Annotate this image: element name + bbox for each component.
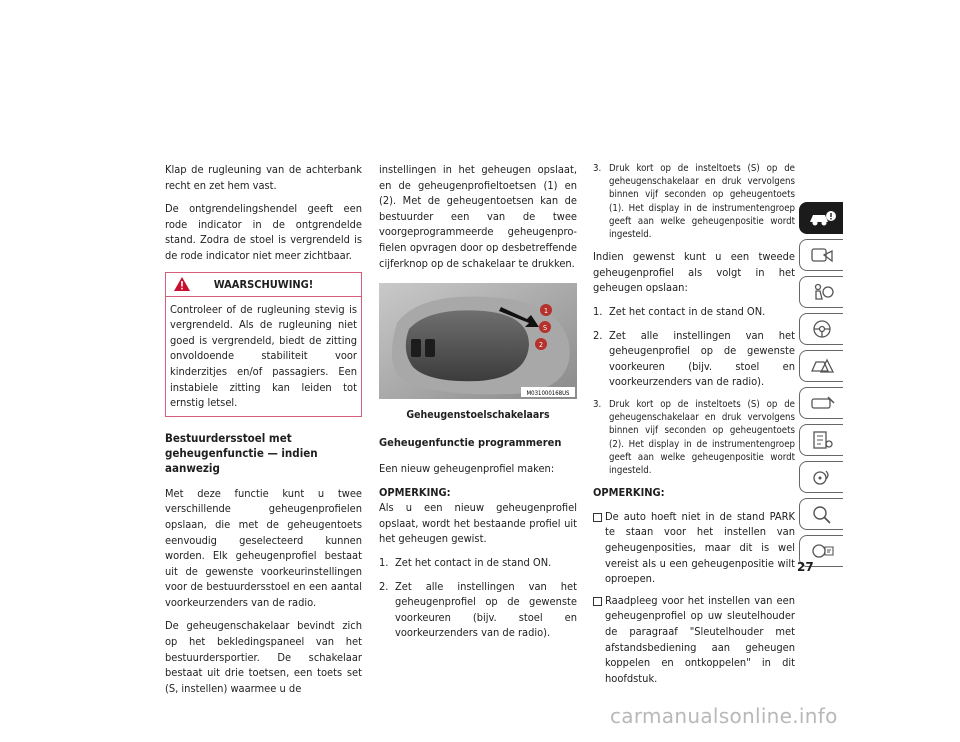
steps-list <box>593 162 795 241</box>
step-number: 1. <box>379 555 389 569</box>
tab-warning-lights[interactable] <box>799 239 843 271</box>
warning-title: WAARSCHUWING! <box>213 277 314 291</box>
warning-triangle-icon <box>173 276 191 292</box>
warning-header <box>166 273 361 297</box>
paragraph: Een nieuw geheugenprofiel maken: <box>379 461 555 475</box>
list-item <box>593 304 795 320</box>
paragraph: Klap de rugleuning van de achterbank recht en zet hem vast. <box>165 163 362 192</box>
page-number: 27 <box>797 560 814 574</box>
figure-caption: Geheugenstoelschakelaars <box>406 408 550 421</box>
airbag-safety-icon <box>808 282 836 302</box>
tab-airbag-safety[interactable] <box>799 276 843 308</box>
column-left <box>165 162 362 704</box>
tab-car-service[interactable] <box>799 387 843 419</box>
list-item <box>379 555 577 571</box>
steps-list <box>593 304 795 477</box>
tab-multimedia[interactable] <box>799 461 843 493</box>
steps-list <box>379 555 577 641</box>
multimedia-icon <box>808 467 836 487</box>
chapter-tabs <box>799 202 843 572</box>
step-text: Druk kort op de insteltoets (S) op de geheugenschakelaar en druk vervolgens binnen vijf seconden op geheugentoets (2). Het display in de instrumentengroep geeft aan welke geheugenpositie wordt ingesteld. <box>609 398 795 476</box>
note-label: OPMERKING: <box>593 486 665 500</box>
tab-search[interactable] <box>799 498 843 530</box>
checkbox-square-icon <box>593 513 602 522</box>
tab-roadside-emergency[interactable] <box>799 350 843 382</box>
step-text: Zet het contact in de stand ON. <box>395 555 552 569</box>
specifications-icon <box>808 430 836 450</box>
watermark: carmanualsonline.info <box>610 704 838 728</box>
list-item <box>593 509 795 587</box>
list-item <box>593 593 795 687</box>
list-item <box>379 579 577 641</box>
image-code: M031000168US <box>526 390 570 398</box>
button-label-s: S <box>543 324 547 333</box>
bullet-text: De auto hoeft niet in de stand PARK te staan voor het instellen van geheugenposities, maar dit is wel vereist als u een geheugenpositie wilt oproepen. <box>605 509 795 586</box>
column-right <box>593 162 795 692</box>
tab-car-info[interactable] <box>799 202 843 234</box>
section-heading: Bestuurdersstoel met geheugenfunctie — indien aanwezig <box>165 430 318 475</box>
button-label-1: 1 <box>543 307 549 316</box>
memory-switch-photo <box>379 283 577 399</box>
bullet-text: Raadpleeg voor het instellen van een geheugenprofiel op uw sleutelhouder de paragraaf "Sleutelhouder met afstandsbediening aan geheugen koppelen en ontkoppelen" in dit hoofdstuk. <box>605 593 795 685</box>
list-item <box>593 328 795 390</box>
paragraph: De geheugenschakelaar bevindt zich op het bekledingspaneel van het bestuurdersportier. De schakelaar bestaat uit drie toetsen, een toets set (S, instellen) waarmee u de <box>165 619 362 695</box>
paragraph: Met deze functie kunt u twee verschillende geheugenprofielen opslaan, die met de geheugentoets eenvoudig geselecteerd kunnen worden. Elk geheugenprofiel bestaat uit de gewenste voorkeurinstellingen voor de bestuurdersstoel en een aantal voorkeurzenders van de radio. <box>165 486 362 609</box>
step-text: Druk kort op de insteltoets (S) op de geheugenschakelaar en druk vervolgens binnen vijf seconden op geheugentoets (1). Het display in de instrumentengroep geeft aan welke geheugenpositie wordt ingesteld. <box>609 163 795 241</box>
note-text: Als u een nieuw geheugenprofiel opslaat, wordt het bestaande profiel uit het geheugen gewist. <box>379 501 577 546</box>
tab-specifications[interactable] <box>799 424 843 456</box>
list-item <box>593 162 795 241</box>
list-item <box>593 398 795 477</box>
languages-icon <box>808 541 836 561</box>
step-number: 2. <box>593 328 603 342</box>
car-service-icon <box>808 393 836 413</box>
step-number: 3. <box>593 398 602 410</box>
search-icon <box>808 504 836 524</box>
steering-wheel-icon <box>808 319 836 339</box>
step-text: Zet alle instellingen van het geheugenprofiel op de gewenste voorkeuren (bijv. stoel en voorkeurzenders van de radio). <box>609 328 795 389</box>
car-info-icon <box>807 208 837 228</box>
tab-steering[interactable] <box>799 313 843 345</box>
warning-body: Controleer of de rugleuning stevig is vergrendeld. Als de rugleuning niet goed is vergrendeld, biedt de zitting onvoldoende stabiliteit voor kinderzitjes en/of passagiers. Een instabiele zitting kan leiden tot ernstig letsel. <box>170 302 357 410</box>
notes-list <box>593 509 795 687</box>
warning-lights-icon <box>808 245 836 265</box>
roadside-emergency-icon <box>808 356 836 376</box>
step-number: 2. <box>379 579 389 593</box>
note-label: OPMERKING: <box>379 485 451 499</box>
step-number: 1. <box>593 305 603 318</box>
subheading: Geheugenfunctie programmeren <box>379 436 562 450</box>
paragraph: Indien gewenst kunt u een tweede geheugenprofiel als volgt in het geheugen opslaan: <box>593 250 795 295</box>
button-label-2: 2 <box>538 341 544 350</box>
paragraph: De ontgrendelingshendel geeft een rode indicator in de ontgrendelde stand. Zodra de stoel is vergrendeld is de rode indicator niet meer zichtbaar. <box>165 202 362 262</box>
column-middle <box>379 162 577 649</box>
step-text: Zet het contact in de stand ON. <box>609 305 766 318</box>
step-text: Zet alle instellingen van het geheugenprofiel op de gewenste voorkeuren (bijv. stoel en voorkeurzenders van de radio). <box>395 579 577 640</box>
warning-box <box>165 272 362 417</box>
checkbox-square-icon <box>593 597 602 606</box>
step-number: 3. <box>593 163 602 174</box>
paragraph: instellingen in het geheugen opslaat, en de geheugenprofieltoetsen (1) en (2). Met de geheugentoetsen kan de bestuurder een van de twee voorgeprogrammeerde geheugenprofielen opvragen door op desbetreffende cijferknop op de schakelaar te drukken. <box>379 163 577 270</box>
